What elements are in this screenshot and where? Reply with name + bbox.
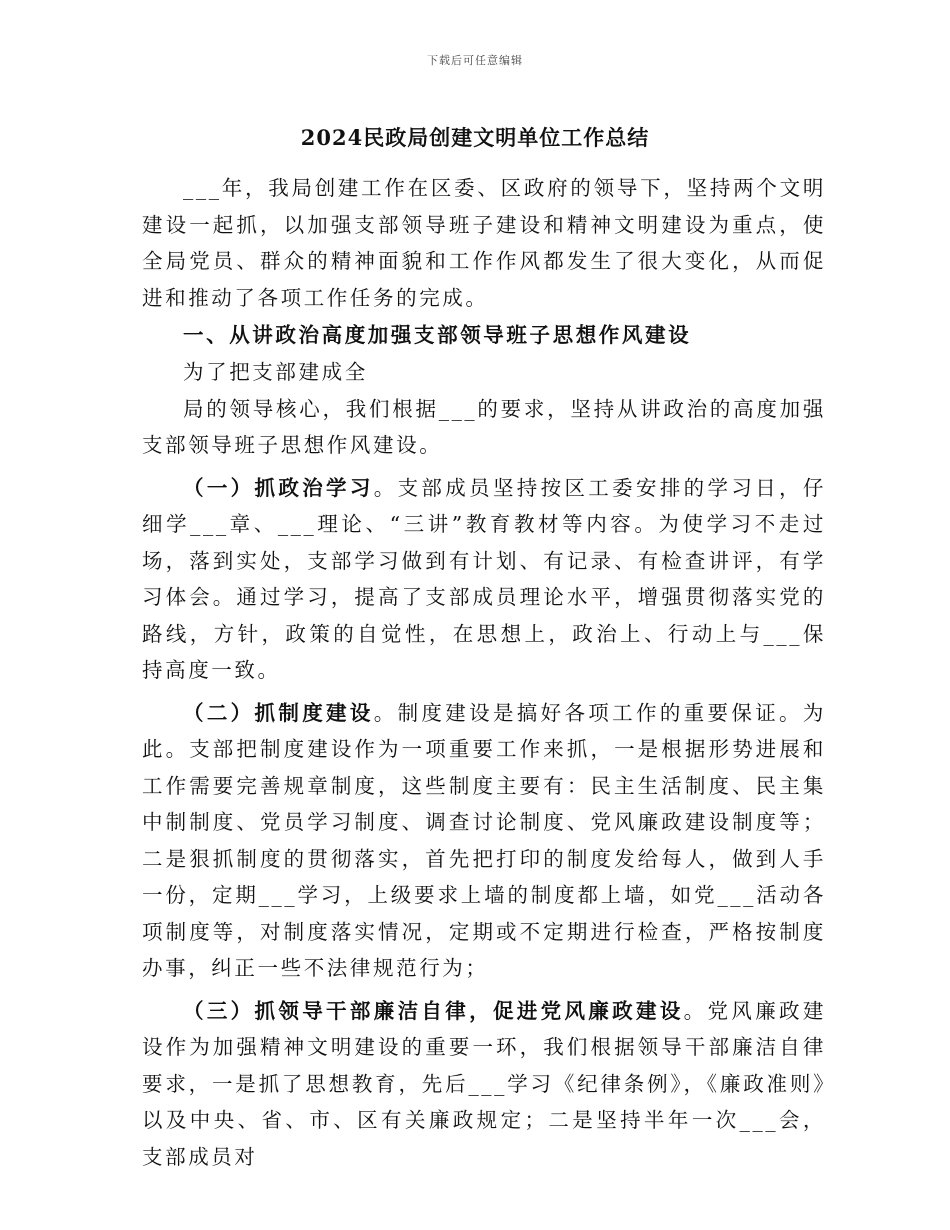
item-2-label: （二）抓制度建设 <box>183 700 374 725</box>
item-3-paragraph <box>142 993 826 1176</box>
header-note: 下载后可任意编辑 <box>427 54 523 67</box>
item-2-paragraph <box>142 695 826 987</box>
item-1-paragraph <box>142 470 826 689</box>
document-title: 2024民政局创建文明单位工作总结 <box>300 125 650 150</box>
intro-paragraph: ___年，我局创建工作在区委、区政府的领导下，坚持两个文明建设一起抓，以加强支部领导班子建设和精神文明建设为重点，使全局党员、群众的精神面貌和工作作风都发生了很大变化，从而促进和推动了各项工作任务的完成。 <box>142 176 826 310</box>
section-heading: 一、从讲政治高度加强支部领导班子思想作风建设 <box>183 323 692 347</box>
item-1-label: （一）抓政治学习 <box>183 475 374 500</box>
paragraph-a: 为了把支部建成全 <box>183 360 368 384</box>
document-body <box>142 170 826 1175</box>
paragraph-b: 局的领导核心，我们根据___的要求，坚持从讲政治的高度加强支部领导班子思想作风建设。 <box>142 396 826 457</box>
item-1-text: 。支部成员坚持按区工委安排的学习日，仔细学___章、___理论、“三讲”教育教材等内容。为使学习不走过场，落到实处，支部学习做到有计划、有记录、有检查讲评，有学习体会。通过学习，提高了支部成员理论水平，增强贯彻落实党的路线，方针，政策的自觉性，在思想上，政治上、行动上与___保持高度一致。 <box>142 475 826 682</box>
item-3-label: （三）抓领导干部廉洁自律，促进党风廉政建设 <box>183 998 684 1023</box>
item-2-text: 。制度建设是搞好各项工作的重要保证。为此。支部把制度建设作为一项重要工作来抓，一是根据形势进展和工作需要完善规章制度，这些制度主要有：民主生活制度、民主集中制制度、党员学习制度、调查讨论制度、党风廉政建设制度等；二是狠抓制度的贯彻落实，首先把打印的制度发给每人，做到人手一份，定期___学习，上级要求上墙的制度都上墙，如党___活动各项制度等，对制度落实情况，定期或不定期进行检查，严格按制度办事，纠正一些不法律规范行为； <box>142 700 826 980</box>
item-3-text: 。党风廉政建设作为加强精神文明建设的重要一环，我们根据领导干部廉洁自律要求，一是抓了思想教育，先后___学习《纪律条例》，《廉政准则》以及中央、省、市、区有关廉政规定；二是坚持半年一次___会，支部成员对 <box>142 998 826 1169</box>
